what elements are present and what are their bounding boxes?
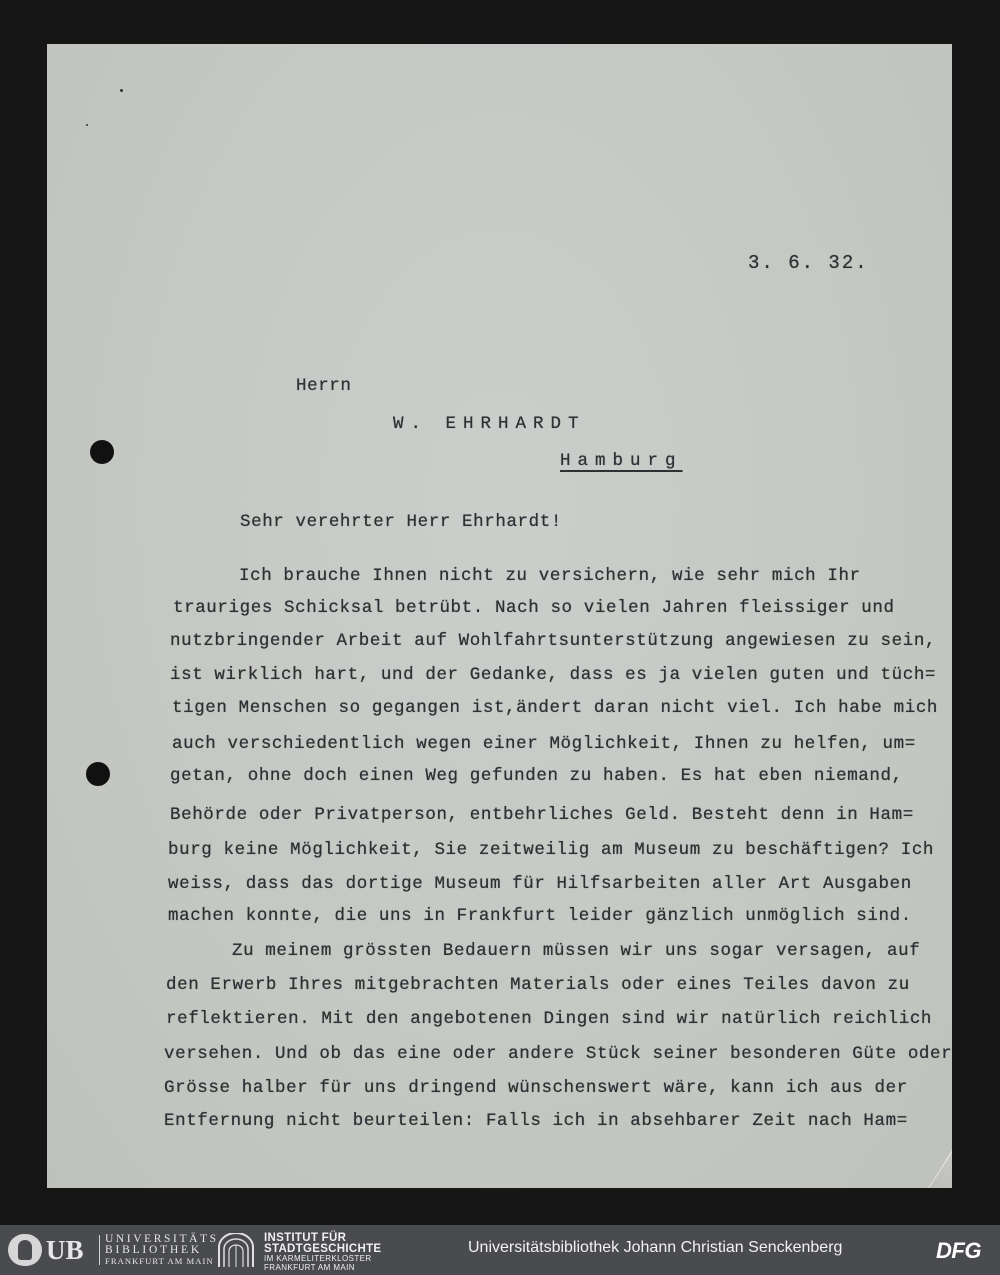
ub-line2: BIBLIOTHEK [105,1244,202,1256]
punch-hole [86,762,110,786]
isg-logo[interactable] [215,1232,415,1272]
body-line: reflektieren. Mit den angebotenen Dingen sind wir natürlich reichlich [166,1009,933,1029]
isg-line3: IM KARMELITERKLOSTER [264,1254,372,1263]
body-line: ist wirklich hart, und der Gedanke, dass es ja vielen guten und tüch= [170,665,937,685]
body-line: Entfernung nicht beurteilen: Falls ich in absehbarer Zeit nach Ham= [164,1111,908,1131]
recipient-name: W. EHRHARDT [393,414,586,434]
isg-line4: FRANKFURT AM MAIN [264,1262,355,1272]
body-line: nutzbringender Arbeit auf Wohlfahrtsunterstützung angewiesen zu sein, [170,631,937,651]
body-line: Grösse halber für uns dringend wünschenswert wäre, kann ich aus der [164,1078,908,1098]
body-line: machen konnte, die uns in Frankfurt leider gänzlich unmöglich sind. [168,906,912,926]
ub-divider [99,1235,100,1265]
isg-line2: STADTGESCHICHTE [264,1243,382,1255]
body-line: versehen. Und ob das eine oder andere Stück seiner besonderen Güte oder [164,1044,953,1064]
letter-date: 3. 6. 32. [748,252,869,274]
body-line: burg keine Möglichkeit, Sie zeitweilig am Museum zu beschäftigen? Ich [168,840,935,860]
ub-line3: FRANKFURT AM MAIN [105,1256,214,1266]
paper-speck [120,89,123,92]
body-line: Zu meinem grössten Bedauern müssen wir uns sogar versagen, auf [232,941,921,961]
ub-logo[interactable] [8,1233,219,1266]
ub-line1: UNIVERSITÄTS [105,1233,219,1245]
footer-library-title[interactable]: Universitätsbibliothek Johann Christian Senckenberg [468,1239,843,1256]
ub-text [105,1234,219,1266]
body-line: den Erwerb Ihres mitgebrachten Materials oder eines Teiles davon zu [166,975,910,995]
isg-line1: INSTITUT FÜR [264,1232,347,1244]
body-line: Ich brauche Ihnen nicht zu versichern, wie sehr mich Ihr [239,566,861,586]
body-line: tigen Menschen so gegangen ist,ändert daran nicht viel. Ich habe mich [172,698,939,718]
isg-text [264,1233,381,1272]
ub-emblem-icon [8,1234,42,1266]
ub-letters: UB [46,1235,84,1265]
isg-arch-icon [215,1233,257,1267]
paper-speck [86,124,88,126]
footer-bar [0,1225,1000,1275]
recipient-city: Hamburg [560,451,683,471]
body-line: weiss, dass das dortige Museum für Hilfsarbeiten aller Art Ausgaben [168,874,912,894]
body-line: getan, ohne doch einen Weg gefunden zu haben. Es hat eben niemand, [170,766,903,786]
dfg-logo[interactable]: DFG [936,1238,981,1263]
body-line: trauriges Schicksal betrübt. Nach so vielen Jahren fleissiger und [173,598,895,618]
salutation-title: Herrn [296,376,352,396]
body-line: Behörde oder Privatperson, entbehrliches Geld. Besteht denn in Ham= [170,805,914,825]
body-line: auch verschiedentlich wegen einer Möglichkeit, Ihnen zu helfen, um= [172,734,916,754]
punch-hole [90,440,114,464]
letter-greeting: Sehr verehrter Herr Ehrhardt! [240,512,562,532]
